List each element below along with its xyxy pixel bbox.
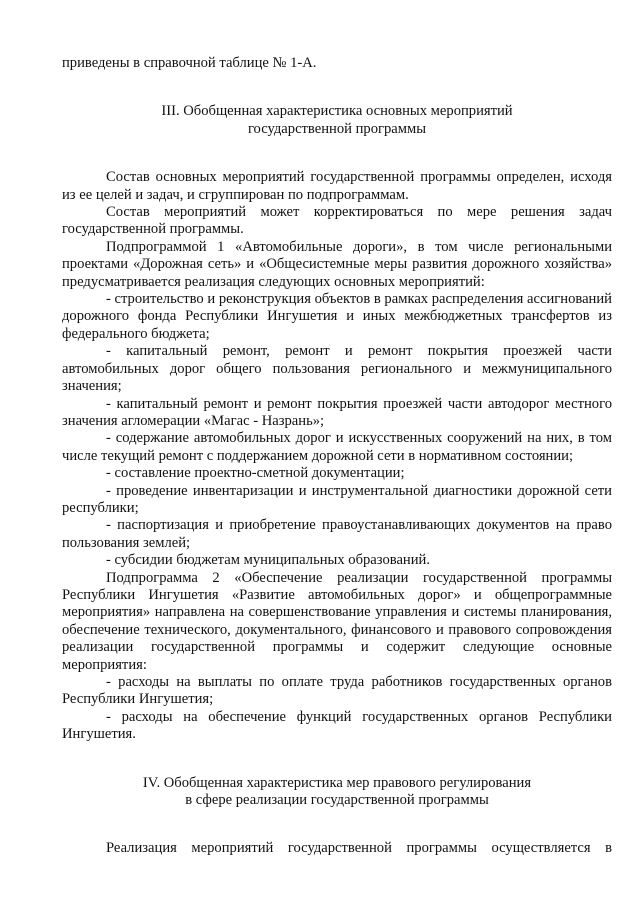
paragraph: Подпрограммой 1 «Автомобильные дороги», в том числе региональными проектами «Дорожная сеть» и «Общесистемные меры развития дорожного хозяйства» предусматривается реализация следующих основных мероприятий: <box>62 238 612 290</box>
paragraph: Подпрограмма 2 «Обеспечение реализации государственной программы Республики Ингушетия «Развитие автомобильных дорог» и общепрограммные мероприятия» направлена на совершенствование управления и системы планирования, обеспечение технического, документального, финансового и правового сопровождения реализации государственной программы и содержит следующие основные мероприятия: <box>62 569 612 673</box>
list-item: - капитальный ремонт и ремонт покрытия проезжей части автодорог местного значения агломерации «Магас - Назрань»; <box>62 395 612 429</box>
section-4-heading <box>62 775 612 810</box>
paragraph: Реализация мероприятий государственной программы осуществляется в <box>106 840 612 857</box>
section-4-body <box>62 840 612 857</box>
document-page <box>62 55 612 858</box>
section-3-heading <box>62 103 612 138</box>
list-item: - капитальный ремонт, ремонт и ремонт покрытия проезжей части автомобильных дорог общего пользования регионального и межмуниципального значения; <box>62 343 612 395</box>
list-item: - паспортизация и приобретение правоустанавливающих документов на право пользования землей; <box>62 517 612 551</box>
list-item: - содержание автомобильных дорог и искусственных сооружений на них, в том числе текущий ремонт с поддержанием дорожной сети в нормативном состоянии; <box>62 430 612 464</box>
section-3-heading-line-2: государственной программы <box>247 120 427 137</box>
intro-line: приведены в справочной таблице № 1-А. <box>62 55 317 71</box>
section-4-heading-line-2: в сфере реализации государственной программы <box>185 792 489 809</box>
section-3-body <box>62 169 612 743</box>
section-3-heading-line-1: III. Обобщенная характеристика основных мероприятий <box>161 103 513 120</box>
list-item: - расходы на выплаты по оплате труда работников государственных органов Республики Ингушетия; <box>62 674 612 708</box>
list-item: - расходы на обеспечение функций государственных органов Республики Ингушетия. <box>62 708 612 743</box>
list-item: - строительство и реконструкция объектов в рамках распределения ассигнований дорожного фонда Республики Ингушетия и иных межбюджетных трансфертов из федерального бюджета; <box>62 291 612 342</box>
section-4-heading-line-1: IV. Обобщенная характеристика мер правового регулирования <box>142 774 532 791</box>
list-item: - составление проектно-сметной документации; <box>106 465 405 482</box>
list-item: - проведение инвентаризации и инструментальной диагностики дорожной сети республики; <box>62 482 612 516</box>
list-item: - субсидии бюджетам муниципальных образований. <box>106 552 431 569</box>
paragraph: Состав основных мероприятий государственной программы определен, исходя из ее целей и задач, и сгруппирован по подпрограммам. <box>62 169 612 203</box>
paragraph: Состав мероприятий может корректироваться по мере решения задач государственной программы. <box>62 204 612 238</box>
